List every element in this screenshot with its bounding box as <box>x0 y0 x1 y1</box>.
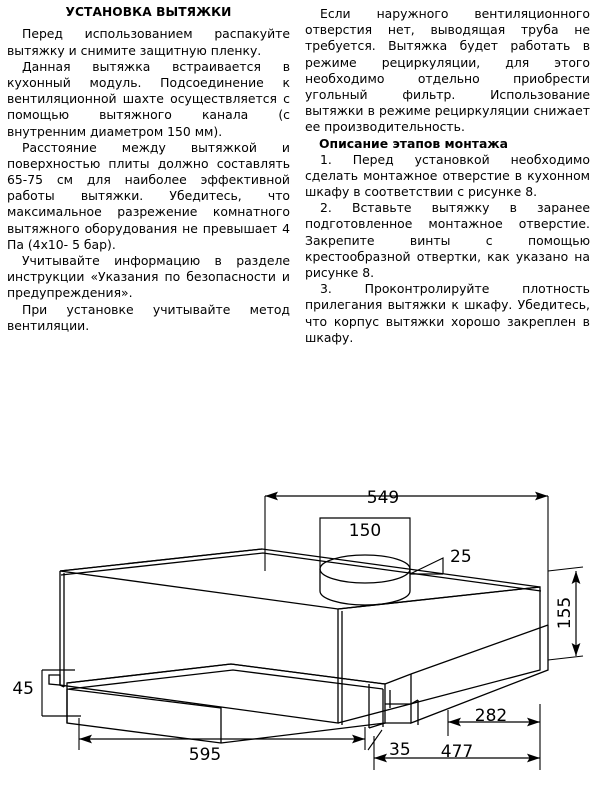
technical-drawing <box>0 478 601 800</box>
text-columns <box>0 6 601 476</box>
dim-label-282: 282 <box>474 706 508 726</box>
paragraph: Расстояние между вытяжкой и поверхностью плиты должно составлять 65-75 см для наиболее эффективной работы вытяжки. Убедитесь, что максимальное разрежение комнатного вытяжного оборудования не превышает 4 Па (4х10- 5 бар). <box>7 139 290 252</box>
dim-label-150: 150 <box>348 521 382 541</box>
paragraph: Если наружного вентиляционного отверстия нет, выводящая труба не требуется. Вытяжка будет работать в режиме рециркуляции, для этого необходимо отдельно приобрести угольный фильтр. Использование вытяжки в режиме рециркуляции снижает ее производительность. <box>305 6 590 135</box>
drawer-front-panel <box>67 664 385 743</box>
vent-cylinder-top <box>320 555 410 583</box>
dim-label-595: 595 <box>188 745 222 765</box>
right-column <box>298 6 601 346</box>
body-front-face <box>60 571 338 723</box>
dim-label-45: 45 <box>12 679 34 699</box>
step-item: 3. Проконтролируйте плотность прилегания вытяжки к шкафу. Убедитесь, что корпус вытяжки хорошо закреплен в шкафу. <box>305 281 590 345</box>
paragraph: Учитывайте информацию в разделе инструкции «Указания по безопасности и предупреждения». <box>7 253 290 301</box>
step-item: 1. Перед установкой необходимо сделать монтажное отверстие в кухонном шкафу в соответствии с рисунке 8. <box>305 151 590 200</box>
body-right-face <box>338 587 540 723</box>
dim-label-35: 35 <box>389 740 411 760</box>
dim-label-25: 25 <box>450 547 472 567</box>
dimension-lines <box>42 496 583 770</box>
hood-body-outline <box>49 549 548 743</box>
dim-label-477: 477 <box>440 742 474 762</box>
paragraph: При установке учитывайте метод вентиляции. <box>7 301 290 333</box>
subheading: Описание этапов монтажа <box>319 135 508 151</box>
hood-isometric-svg <box>0 478 601 800</box>
paragraph: Данная вытяжка встраивается в кухонный модуль. Подсоединение к вентиляционной шахте осуществляется с помощью вытяжного канала (с внутренним диаметром 150 мм). <box>7 58 290 139</box>
page-title: УСТАНОВКА ВЫТЯЖКИ <box>65 5 232 19</box>
dim-leader-35 <box>368 730 382 750</box>
left-mount-tab <box>49 675 60 685</box>
dim-label-155: 155 <box>555 596 575 630</box>
left-column <box>0 6 298 334</box>
dim-label-549: 549 <box>366 488 400 508</box>
step-item: 2. Вставьте вытяжку в заранее подготовленное монтажное отверстие. Закрепите винты с помощью крестообразной отвертки, как указано на рисунке 8. <box>305 200 590 280</box>
paragraph: Перед использованием распакуйте вытяжку и снимите защитную пленку. <box>7 26 290 58</box>
